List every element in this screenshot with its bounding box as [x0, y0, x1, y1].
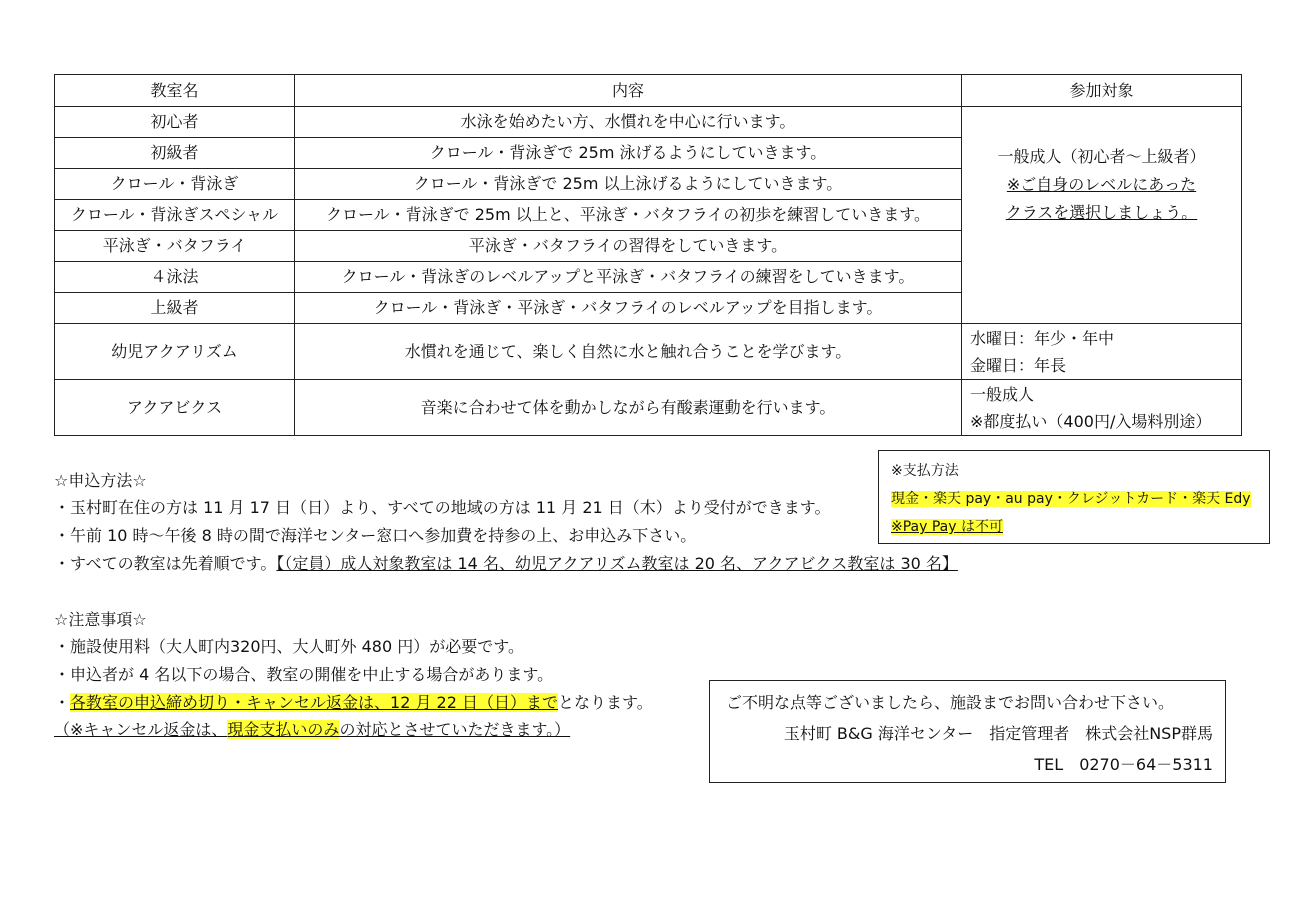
application-line1: ・玉村町在住の方は 11 月 17 日（日）より、すべての地域の方は 11 月 21 日（木）より受付ができます。: [54, 498, 831, 517]
class-name: 平泳ぎ・バタフライ: [55, 231, 295, 262]
payment-title: ※支払方法: [891, 463, 959, 479]
target-line1: 一般成人: [970, 384, 1035, 404]
class-content: クロール・背泳ぎで 25m 以上泳げるようにしていきます。: [295, 169, 962, 200]
application-line2: ・午前 10 時～午後 8 時の間で海洋センター窓口へ参加費を持参の上、お申込み下さい。: [54, 526, 697, 545]
header-target: 参加対象: [962, 75, 1242, 107]
class-content: クロール・背泳ぎのレベルアップと平泳ぎ・バタフライの練習をしていきます。: [295, 262, 962, 293]
notes-line4-a: （※キャンセル返金は、: [54, 720, 228, 739]
adult-target-cell: [962, 107, 1242, 324]
application-line3-prefix: ・すべての教室は先着順です。: [54, 554, 277, 573]
cash-only-text: 現金支払いのみ: [227, 720, 340, 739]
target-line1: 水曜日：年少・年中: [970, 328, 1115, 348]
class-content: クロール・背泳ぎ・平泳ぎ・バタフライのレベルアップを目指します。: [295, 293, 962, 324]
class-name: 初心者: [55, 107, 295, 138]
contact-line2: 玉村町 B&G 海洋センター 指定管理者 株式会社NSP群馬: [783, 724, 1213, 743]
contact-phone: TEL 0270－64－5311: [1034, 755, 1213, 774]
contact-line1: ご不明な点等ございましたら、施設までお問い合わせ下さい。: [726, 693, 1175, 712]
adult-target-line1: 一般成人（初心者～上級者）: [997, 147, 1206, 166]
header-content: 内容: [295, 75, 962, 107]
header-class-name: 教室名: [55, 75, 295, 107]
class-name: 幼児アクアリズム: [55, 324, 295, 380]
class-content: クロール・背泳ぎで 25m 以上と、平泳ぎ・バタフライの初歩を練習していきます。: [295, 200, 962, 231]
payment-methods: 現金・楽天 pay・au pay・クレジットカード・楽天 Edy: [891, 491, 1251, 507]
payment-box: [878, 450, 1270, 544]
notes-line3: [54, 692, 653, 714]
application-heading: ☆申込方法☆: [54, 471, 147, 490]
class-name: 初級者: [55, 138, 295, 169]
notes-line3-prefix: ・: [54, 693, 71, 712]
class-content: 平泳ぎ・バタフライの習得をしていきます。: [295, 231, 962, 262]
contact-box: [709, 680, 1226, 783]
class-content: 音楽に合わせて体を動かしながら有酸素運動を行います。: [295, 380, 962, 436]
class-name: 上級者: [55, 293, 295, 324]
notes-line4-b: の対応とさせていただきます。）: [339, 720, 571, 739]
class-content: クロール・背泳ぎで 25m 泳げるようにしていきます。: [295, 138, 962, 169]
capacity-text: 【（定員）成人対象教室は 14 名、幼児アクアリズム教室は 20 名、アクアビクス教室は 30 名】: [276, 554, 958, 573]
class-target: [962, 324, 1242, 380]
target-line2: ※都度払い（400円/入場料別途）: [970, 411, 1212, 431]
notes-line3-suffix: となります。: [558, 693, 653, 712]
target-line2: 金曜日：年長: [970, 355, 1067, 375]
class-content: 水泳を始めたい方、水慣れを中心に行います。: [295, 107, 962, 138]
notes-heading: ☆注意事項☆: [54, 610, 147, 629]
adult-target-line2: ※ご自身のレベルにあった: [1006, 175, 1197, 194]
class-name: ４泳法: [55, 262, 295, 293]
notes-line2: ・申込者が 4 名以下の場合、教室の開催を中止する場合があります。: [54, 665, 554, 684]
class-content: 水慣れを通じて、楽しく自然に水と触れ合うことを学びます。: [295, 324, 962, 380]
payment-not-accepted: ※Pay Pay は不可: [891, 519, 1003, 535]
class-target: [962, 380, 1242, 436]
class-name: クロール・背泳ぎスペシャル: [55, 200, 295, 231]
application-line3: [54, 553, 958, 575]
adult-target-line3: クラスを選択しましょう。: [1005, 203, 1198, 222]
notes-line4: [54, 719, 570, 741]
class-table: [54, 74, 1242, 436]
deadline-text: 各教室の申込締め切り・キャンセル返金は、12 月 22 日（日）まで: [70, 693, 558, 712]
class-name: アクアビクス: [55, 380, 295, 436]
class-name: クロール・背泳ぎ: [55, 169, 295, 200]
notes-line1: ・施設使用料（大人町内320円、大人町外 480 円）が必要です。: [54, 637, 524, 656]
